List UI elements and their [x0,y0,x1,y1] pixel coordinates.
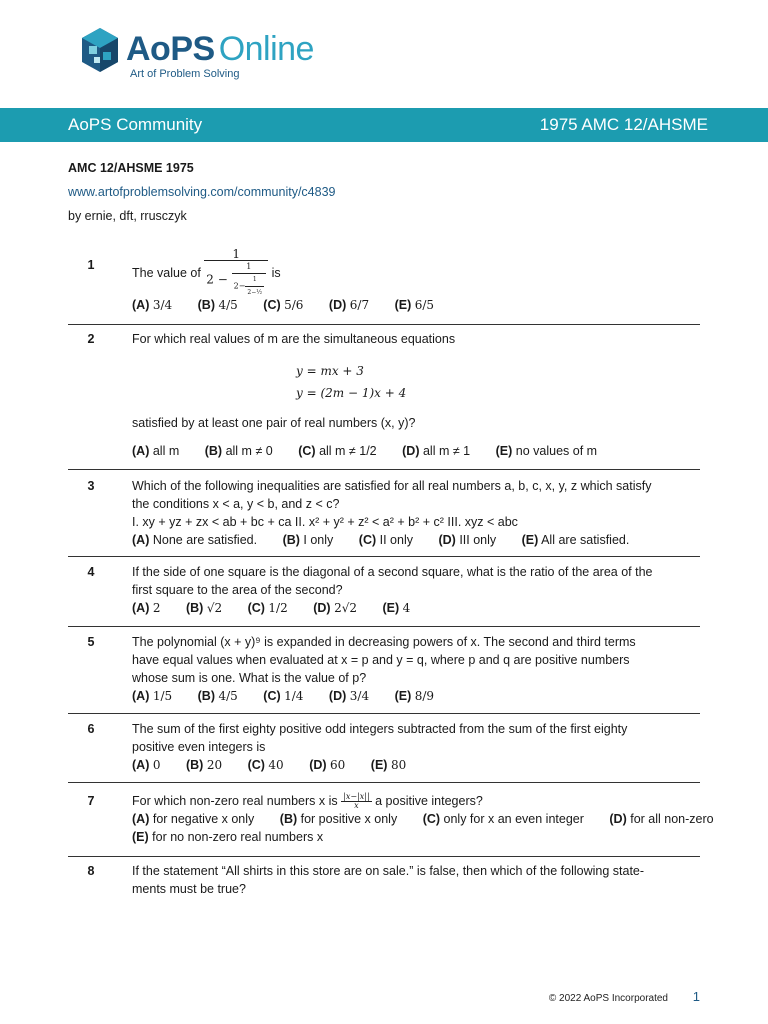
problem-line: Which of the following inequalities are satisfied for all real numbers a, b, c, x, y, z which satisfy [132,479,652,493]
choice-label: (C) [247,601,265,615]
choice-value: 3/4 [152,298,173,312]
problem-4 [68,563,700,619]
choice-label: (D) [402,444,420,458]
problem-text-end: is [271,265,281,280]
problem-line: first square to the area of the second? [132,583,343,597]
divider [68,556,700,557]
choice-value: 4/5 [218,298,238,312]
contest-name: AMC 12/AHSME 1975 [68,161,194,175]
choice-label: (B) [185,601,204,615]
problem-line: The polynomial (x + y)⁹ is expanded in decreasing powers of x. The second and third terms [132,635,636,649]
choice-value: no values of m [515,444,598,458]
choice-label: (C) [358,533,377,547]
choice-value: None are satisfied. [152,533,258,547]
problem-line: I. xy + yz + zx < ab + bc + ca II. x² + y² + z² < a² + b² + c² III. xyz < abc [132,515,518,529]
choice-label: (E) [394,298,412,312]
equation-2: y = (2m − 1)x + 4 [296,386,407,400]
problem-3 [68,477,700,549]
choice-value: All are satisfied. [541,533,630,547]
logo-name-bold: AoPS [126,30,215,68]
divider [68,782,700,783]
choice-label: (E) [394,689,412,703]
divider [68,469,700,470]
choice-value: 2 [152,601,161,615]
problem-number: 6 [87,722,95,736]
choice-value: 4/5 [218,689,238,703]
aops-cube-icon [80,26,120,74]
choice-label: (C) [263,298,281,312]
choice-label: (D) [609,812,627,827]
problem-number: 8 [87,864,95,878]
problem-line: the conditions x < a, y < b, and z < c? [132,497,340,511]
problem-text: For which real values of m are the simultaneous equations [132,332,456,346]
choice-label: (E) [495,444,513,458]
fraction-numerator: |x−|x|| [343,792,370,802]
copyright: © 2022 AoPS Incorporated [548,993,668,1004]
problem-number: 4 [87,565,95,579]
problem-8 [68,862,700,902]
choice-label: (D) [328,689,347,703]
problem-line: The sum of the first eighty positive odd integers subtracted from the sum of the first eighty [132,722,628,736]
problem-line: If the statement “All shirts in this store are on sale.” is false, then which of the following state- [132,864,645,878]
problem-line: whose sum is one. What is the value of p? [132,671,367,685]
equation-1: y = mx + 3 [296,364,364,378]
choice-label: (E) [382,601,400,615]
problem-line: positive even integers is [132,740,266,754]
divider [68,626,700,627]
choice-label: (A) [132,298,150,312]
problem-text-2: satisfied by at least one pair of real numbers (x, y)? [132,416,416,430]
page-number: 1 [692,989,700,1004]
problem-number: 7 [87,794,95,808]
choice-value: III only [459,533,497,547]
title-band [0,108,768,142]
choice-value: 1/4 [284,689,304,703]
choice-label: (A) [132,689,150,703]
aops-logo [80,26,340,82]
logo-wordmark [126,30,314,69]
divider [68,324,700,325]
choice-label: (A) [132,444,150,458]
choice-value: 4 [402,601,411,615]
choice-label: (B) [185,758,204,772]
choice-value: 20 [206,758,223,772]
choice-label: (C) [247,758,265,772]
problem-5 [68,633,700,707]
choice-value: all m ≠ 1/2 [319,444,377,458]
choice-label: (A) [132,758,150,772]
choice-value: √2 [206,601,223,615]
choice-value: I only [303,533,334,547]
problem-text: For which non-zero real numbers x is [132,794,338,808]
choice-value: 60 [330,758,346,772]
choice-label: (C) [298,444,316,458]
authors: by ernie, dft, rrusczyk [68,209,187,223]
choice-value: all m ≠ 1 [422,444,471,458]
choice-label: (B) [279,812,298,827]
choice-value: 6/7 [349,298,370,312]
problem-6 [68,720,700,776]
choice-label: (B) [197,298,215,312]
choice-label: (D) [313,601,331,615]
problem-line: have equal values when evaluated at x = p and y = q, where p and q are positive numbers [132,653,630,667]
problem-1 [68,247,700,316]
choice-value: 40 [268,758,284,772]
problem-number: 1 [87,258,95,272]
choice-label: (A) [132,601,150,615]
choice-value: 5/6 [284,298,304,312]
community-label: AoPS Community [68,115,203,134]
choice-value: for negative x only [152,812,255,827]
choice-label: (E) [370,758,388,772]
choice-value: 1/5 [152,689,173,703]
problem-number: 5 [87,635,95,649]
problem-7 [68,792,768,848]
choice-value: 3/4 [349,689,370,703]
choice-value: for positive x only [300,812,398,827]
choice-value: 1/2 [268,601,288,615]
problem-line: If the side of one square is the diagonal of a second square, what is the ratio of the area of the [132,565,653,579]
choice-label: (B) [204,444,223,458]
choice-label: (D) [438,533,456,547]
contest-title: 1975 AMC 12/AHSME [539,115,708,134]
document-header [68,156,708,228]
choice-value: 8/9 [414,689,435,703]
choice-value: for all non-zero [630,812,714,827]
choice-label: (E) [521,533,539,547]
choice-value: II only [379,533,413,547]
choice-value: 0 [152,758,161,772]
fraction-denominator: x [341,801,372,810]
choice-label: (C) [422,812,441,827]
problem-line: ments must be true? [132,882,246,896]
problem-number: 3 [87,479,95,493]
choice-value: 6/5 [414,298,435,312]
logo-tagline: Art of Problem Solving [130,68,240,80]
choice-label: (A) [132,812,150,827]
choice-label: (B) [282,533,300,547]
abs-fraction [341,793,372,810]
choice-label: (E) [132,830,149,845]
problem-number: 2 [87,332,95,346]
choice-value: for no non-zero real numbers x [152,830,324,845]
choice-label: (B) [197,689,215,703]
choice-value: 2√2 [334,601,357,615]
choice-value: only for x an even integer [443,812,584,827]
choice-label: (A) [132,533,150,547]
problem-text: The value of [132,265,201,280]
divider [68,856,700,857]
choice-value: all m [152,444,180,458]
divider [68,713,700,714]
problem-text-end: a positive integers? [375,794,483,808]
choice-label: (D) [309,758,327,772]
choice-value: all m ≠ 0 [225,444,273,458]
logo-name-light: Online [218,30,314,68]
community-link[interactable]: www.artofproblemsolving.com/community/c4839 [68,185,336,199]
nested-fraction: 1 2 − 1 2− $\frac{1}{\text{2−½}}$ [204,248,268,299]
choice-label: (D) [328,298,347,312]
choice-label: (C) [263,689,281,703]
problem-2 [68,330,700,460]
choice-value: 80 [390,758,407,772]
